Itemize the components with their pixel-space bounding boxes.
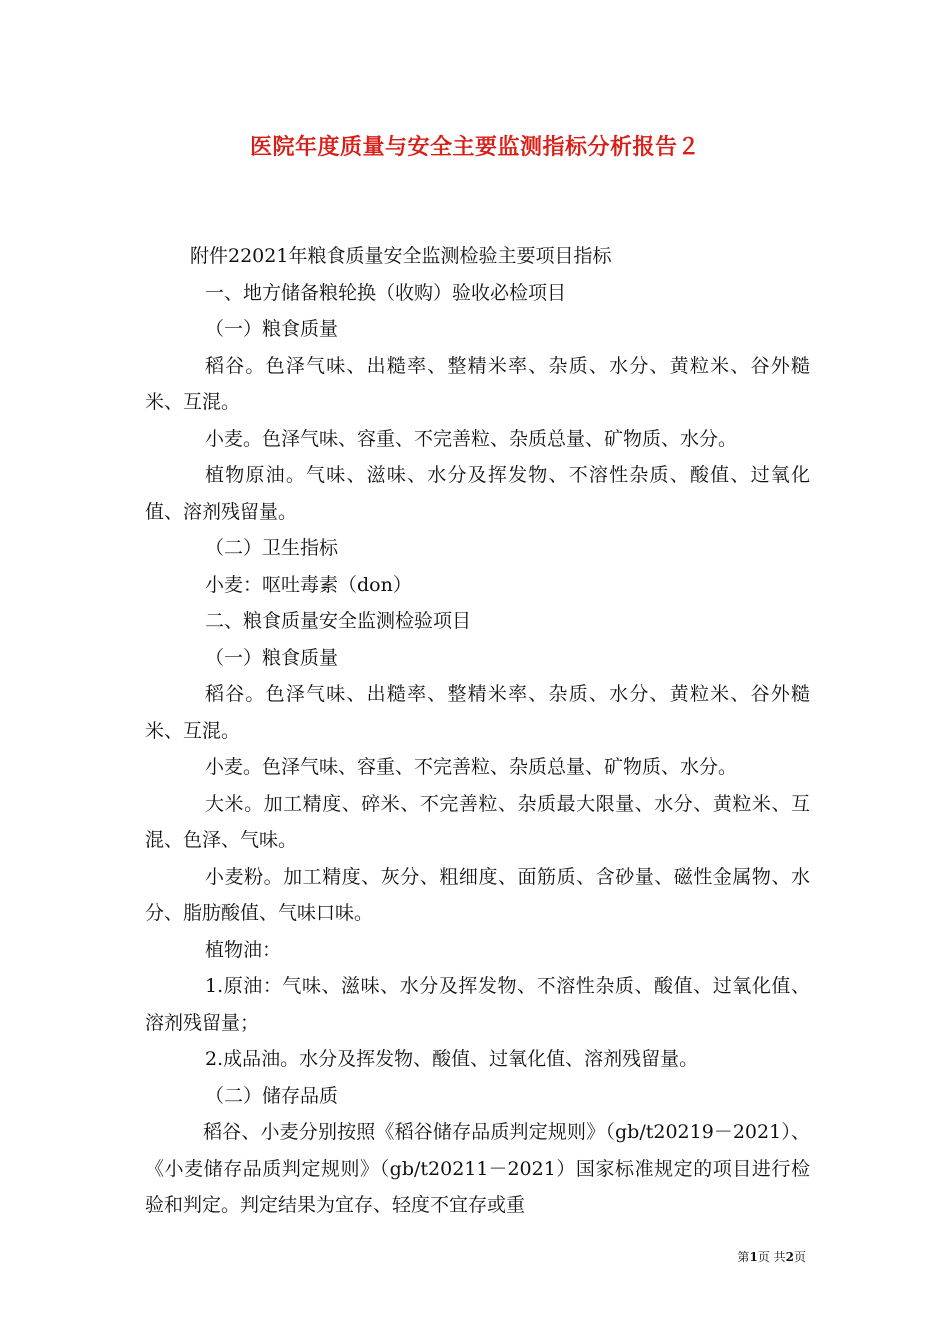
- paragraph: 植物油：: [205, 938, 282, 961]
- paragraph: 二、粮食质量安全监测检验项目: [205, 610, 472, 632]
- paragraph: 小麦粉。加工精度、灰分、粗细度、面筋质、含砂量、磁性金属物、水分、脂肪酸值、气味口味。: [145, 865, 810, 924]
- footer-prefix: 第: [737, 1250, 750, 1264]
- paragraph: 小麦：呕吐毒素（don）: [205, 573, 412, 596]
- paragraph: 稻谷。色泽气味、出糙率、整精米率、杂质、水分、黄粒米、谷外糙米、互混。: [145, 354, 810, 413]
- paragraph: （一）粮食质量: [205, 646, 339, 669]
- paragraph: （二）卫生指标: [205, 537, 339, 559]
- paragraph: （一）粮食质量: [205, 318, 339, 340]
- page-title: 医院年度质量与安全主要监测指标分析报告２: [249, 134, 700, 160]
- total-page-number: 2: [785, 1250, 794, 1264]
- paragraph: 稻谷、小麦分别按照《稻谷储存品质判定规则》（gb/t20219－2021）、《小麦储存品质判定规则》（gb/t20211－2021）国家标准规定的项目进行检验和判定。判定结果为宜存、轻度不宜存或重: [145, 1121, 810, 1216]
- document-body: [145, 238, 810, 1224]
- paragraph: 小麦。色泽气味、容重、不完善粒、杂质总量、矿物质、水分。: [205, 756, 738, 778]
- paragraph: 稻谷。色泽气味、出糙率、整精米率、杂质、水分、黄粒米、谷外糙米、互混。: [145, 683, 810, 742]
- footer-suffix: 页: [793, 1250, 806, 1264]
- paragraph: 植物原油。气味、滋味、水分及挥发物、不溶性杂质、酸值、过氧化值、溶剂残留量。: [145, 464, 810, 523]
- paragraph: 1.原油：气味、滋味、水分及挥发物、不溶性杂质、酸值、过氧化值、溶剂残留量；: [145, 975, 810, 1034]
- footer-mid: 页 共: [757, 1250, 786, 1264]
- paragraph: （二）储存品质: [205, 1084, 339, 1107]
- paragraph: 2.成品油。水分及挥发物、酸值、过氧化值、溶剂残留量。: [205, 1048, 699, 1070]
- paragraph: 小麦。色泽气味、容重、不完善粒、杂质总量、矿物质、水分。: [205, 427, 738, 450]
- current-page-number: 1: [749, 1250, 758, 1264]
- page-footer: [0, 1248, 806, 1265]
- paragraph: 附件22021年粮食质量安全监测检验主要项目指标: [190, 245, 612, 267]
- paragraph: 大米。加工精度、碎米、不完善粒、杂质最大限量、水分、黄粒米、互混、色泽、气味。: [145, 792, 810, 851]
- paragraph: 一、地方储备粮轮换（收购）验收必检项目: [205, 281, 567, 304]
